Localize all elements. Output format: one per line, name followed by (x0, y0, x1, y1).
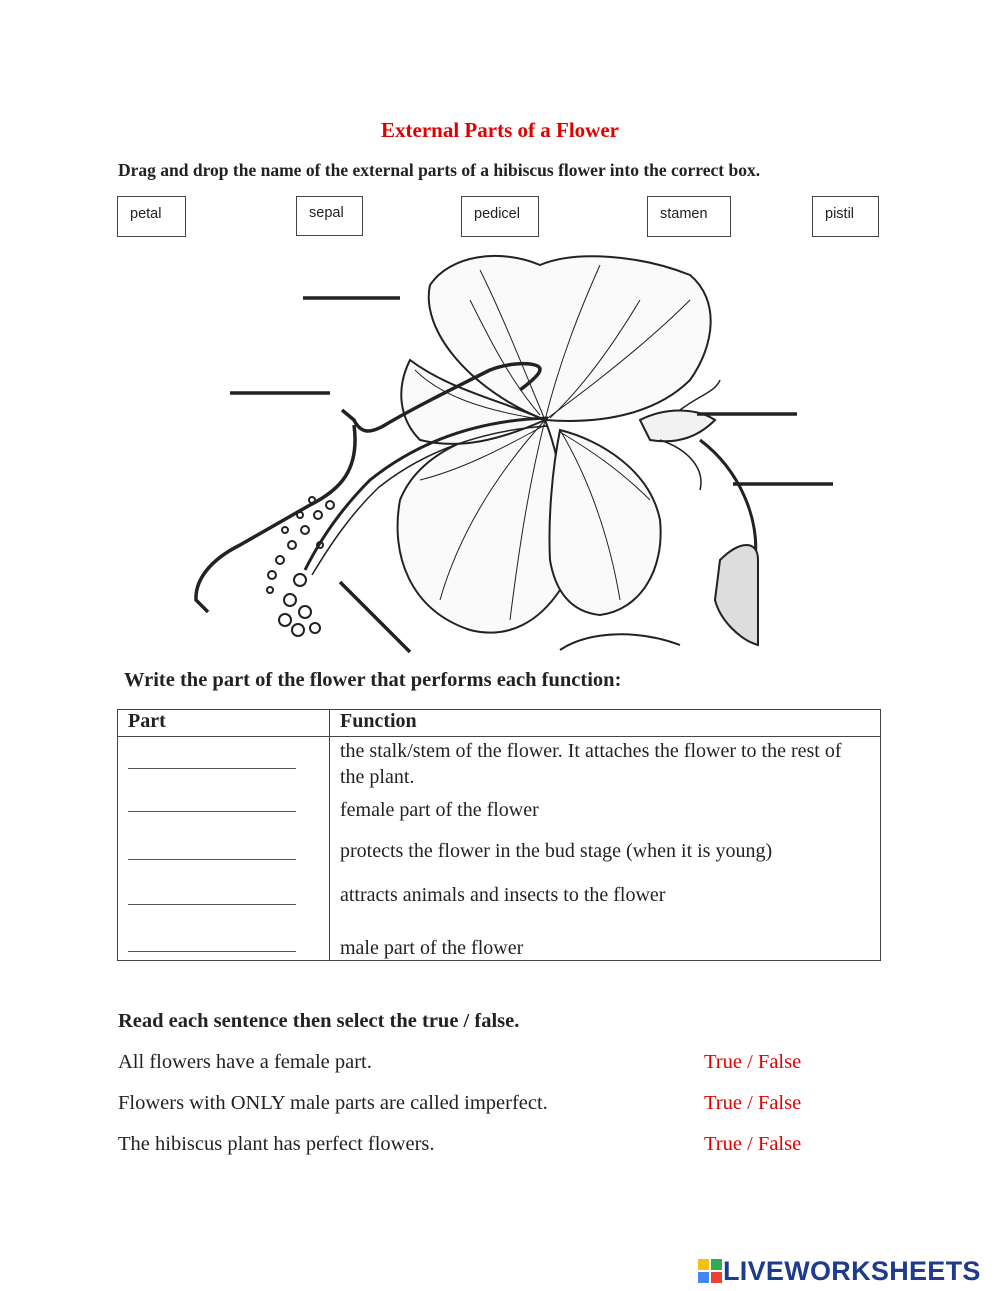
answer-blank-3[interactable] (128, 858, 296, 860)
drop-box-2[interactable] (230, 363, 330, 393)
part-column (118, 737, 330, 961)
function-column (330, 737, 881, 961)
header-function: Function (330, 710, 881, 737)
liveworksheets-logo-icon (697, 1258, 723, 1284)
statement-1: All flowers have a female part. (118, 1051, 372, 1073)
answer-blank-5[interactable] (128, 950, 296, 952)
drop-box-3[interactable] (697, 384, 797, 414)
drag-instruction: Drag and drop the name of the external parts of a hibiscus flower into the correct box. (118, 160, 761, 180)
function-text-2: female part of the flower (340, 799, 539, 821)
header-part: Part (118, 710, 330, 737)
statement-2: Flowers with ONLY male parts are called imperfect. (118, 1092, 548, 1114)
hibiscus-flower-diagram (180, 248, 840, 658)
liveworksheets-logo (697, 1255, 981, 1287)
function-table (117, 709, 881, 961)
true-false-select-1[interactable]: True / False (704, 1051, 802, 1073)
statement-3: The hibiscus plant has perfect flowers. (118, 1133, 435, 1155)
word-sepal[interactable]: sepal (296, 196, 363, 236)
word-petal[interactable]: petal (117, 196, 186, 237)
function-text-5: male part of the flower (340, 937, 524, 959)
answer-blank-1[interactable] (128, 767, 296, 769)
drop-box-1[interactable] (303, 268, 403, 298)
function-text-3: protects the flower in the bud stage (when it is young) (340, 840, 773, 862)
function-question: Write the part of the flower that performs each function: (124, 669, 622, 691)
word-pedicel[interactable]: pedicel (461, 196, 539, 237)
worksheet-title: External Parts of a Flower (381, 118, 619, 142)
drop-box-5[interactable] (390, 620, 490, 650)
tf-instruction: Read each sentence then select the true / false. (118, 1010, 520, 1032)
answer-blank-2[interactable] (128, 810, 296, 812)
word-stamen[interactable]: stamen (647, 196, 731, 237)
true-false-select-2[interactable]: True / False (704, 1092, 802, 1114)
true-false-select-3[interactable]: True / False (704, 1133, 802, 1155)
function-text-4: attracts animals and insects to the flower (340, 884, 666, 906)
word-pistil[interactable]: pistil (812, 196, 879, 237)
function-text-1: the stalk/stem of the flower. It attaches the flower to the rest of the plant. (340, 740, 842, 788)
logo-text: LIVEWORKSHEETS (723, 1255, 981, 1286)
answer-blank-4[interactable] (128, 903, 296, 905)
drop-box-4[interactable] (733, 454, 833, 484)
